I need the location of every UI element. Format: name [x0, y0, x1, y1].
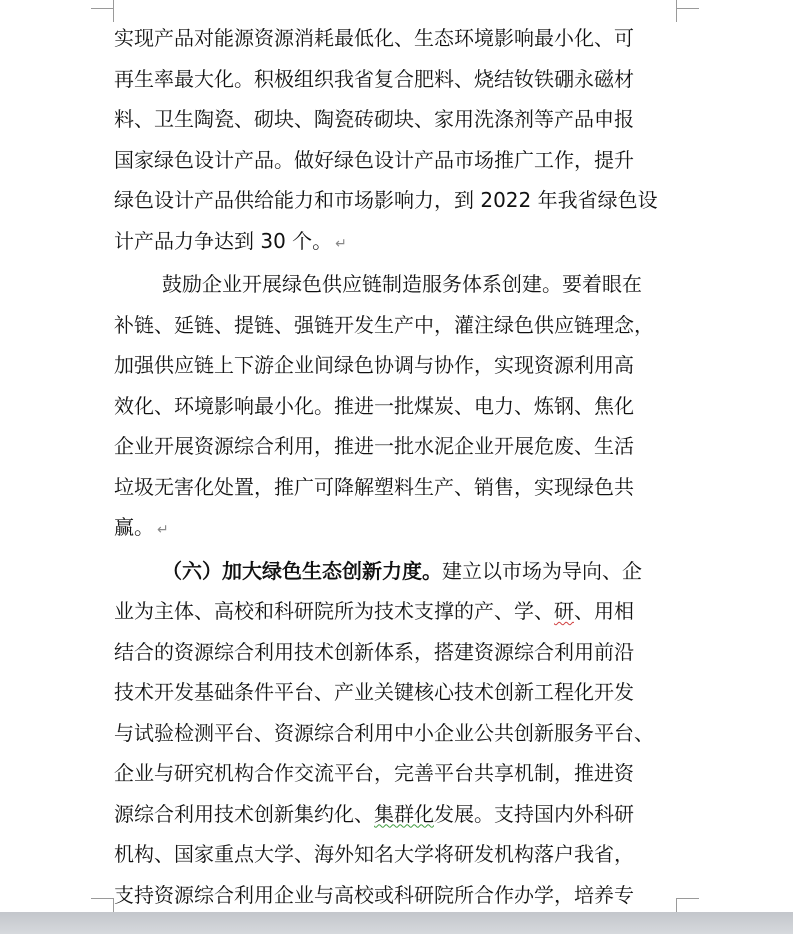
text-line: [114, 264, 676, 305]
crop-mark-top-right-vertical: [676, 0, 677, 22]
crop-mark-bottom-right-vertical: [676, 898, 677, 912]
text-line: 补链、延链、提链、强链开发生产中，灌注绿色供应链理念，: [114, 312, 654, 337]
paragraph-1[interactable]: [114, 18, 676, 264]
text-line: 加强供应链上下游企业间绿色协调与协作，实现资源利用高: [114, 353, 634, 377]
text-line: [114, 591, 676, 632]
text-fragment: 鼓励企业开展绿色供应链制造服务体系创建。要着眼在: [162, 272, 642, 296]
text-fragment: 发展。支持国内外科研: [434, 801, 634, 826]
text-line: 结合的资源综合利用技术创新体系，搭建资源综合利用前沿: [114, 639, 634, 664]
spellcheck-marked-word[interactable]: 研: [554, 599, 574, 623]
text-line: [114, 551, 676, 592]
text-line: 支持资源综合利用企业与高校或科研院所合作办学，培养专: [114, 882, 634, 907]
text-line: [114, 221, 676, 265]
page-gap: [0, 912, 793, 934]
crop-mark-bottom-left-horizontal: [91, 898, 113, 899]
text-line: 国家绿色设计产品。做好绿色设计产品市场推广工作，提升: [114, 147, 634, 172]
paragraph-mark-icon: ↵: [335, 235, 347, 252]
grammar-marked-word[interactable]: 集群化: [374, 801, 434, 826]
crop-mark-bottom-right-horizontal: [677, 898, 699, 899]
text-line: [114, 794, 676, 835]
text-line: 效化、环境影响最小化。推进一批煤炭、电力、炼钢、焦化: [114, 393, 634, 418]
crop-mark-top-left-horizontal: [91, 8, 113, 9]
section-heading: （六）加大绿色生态创新力度。: [162, 558, 442, 583]
text-fragment: 赢。: [114, 515, 154, 539]
text-line: 垃圾无害化处置，推广可降解塑料生产、销售，实现绿色共: [114, 474, 634, 499]
text-line: 与试验检测平台、资源综合利用中小企业公共创新服务平台、: [114, 720, 654, 745]
text-fragment: 源综合利用技术创新集约化、: [114, 801, 374, 826]
text-line: 料、卫生陶瓷、砌块、陶瓷砖砌块、家用洗涤剂等产品申报: [114, 107, 634, 131]
text-fragment: 业为主体、高校和科研院所为技术支撑的产、学、: [114, 599, 554, 623]
crop-mark-top-right-horizontal: [677, 8, 699, 9]
text-line: 再生率最大化。积极组织我省复合肥料、烧结钕铁硼永磁材: [114, 66, 634, 91]
text-line: 实现产品对能源资源消耗最低化、生态环境影响最小化、可: [114, 26, 634, 50]
paragraph-3[interactable]: [114, 551, 676, 916]
text-fragment: 建立以市场为导向、企: [442, 558, 642, 583]
text-line: [114, 507, 676, 551]
text-line: 企业开展资源综合利用，推进一批水泥企业开展危废、生活: [114, 434, 634, 458]
paragraph-mark-icon: ↵: [157, 522, 169, 538]
text-fragment: 计产品力争达到 30 个。: [114, 228, 333, 253]
text-line: 企业与研究机构合作交流平台，完善平台共享机制，推进资: [114, 761, 634, 785]
document-body[interactable]: [114, 18, 676, 915]
paragraph-2[interactable]: [114, 264, 676, 551]
text-line: 技术开发基础条件平台、产业关键核心技术创新工程化开发: [114, 680, 634, 704]
text-fragment: 、用相: [574, 599, 634, 623]
text-line: 绿色设计产品供给能力和市场影响力，到 2022 年我省绿色设: [114, 188, 658, 212]
text-line: 机构、国家重点大学、海外知名大学将研发机构落户我省，: [114, 842, 634, 866]
